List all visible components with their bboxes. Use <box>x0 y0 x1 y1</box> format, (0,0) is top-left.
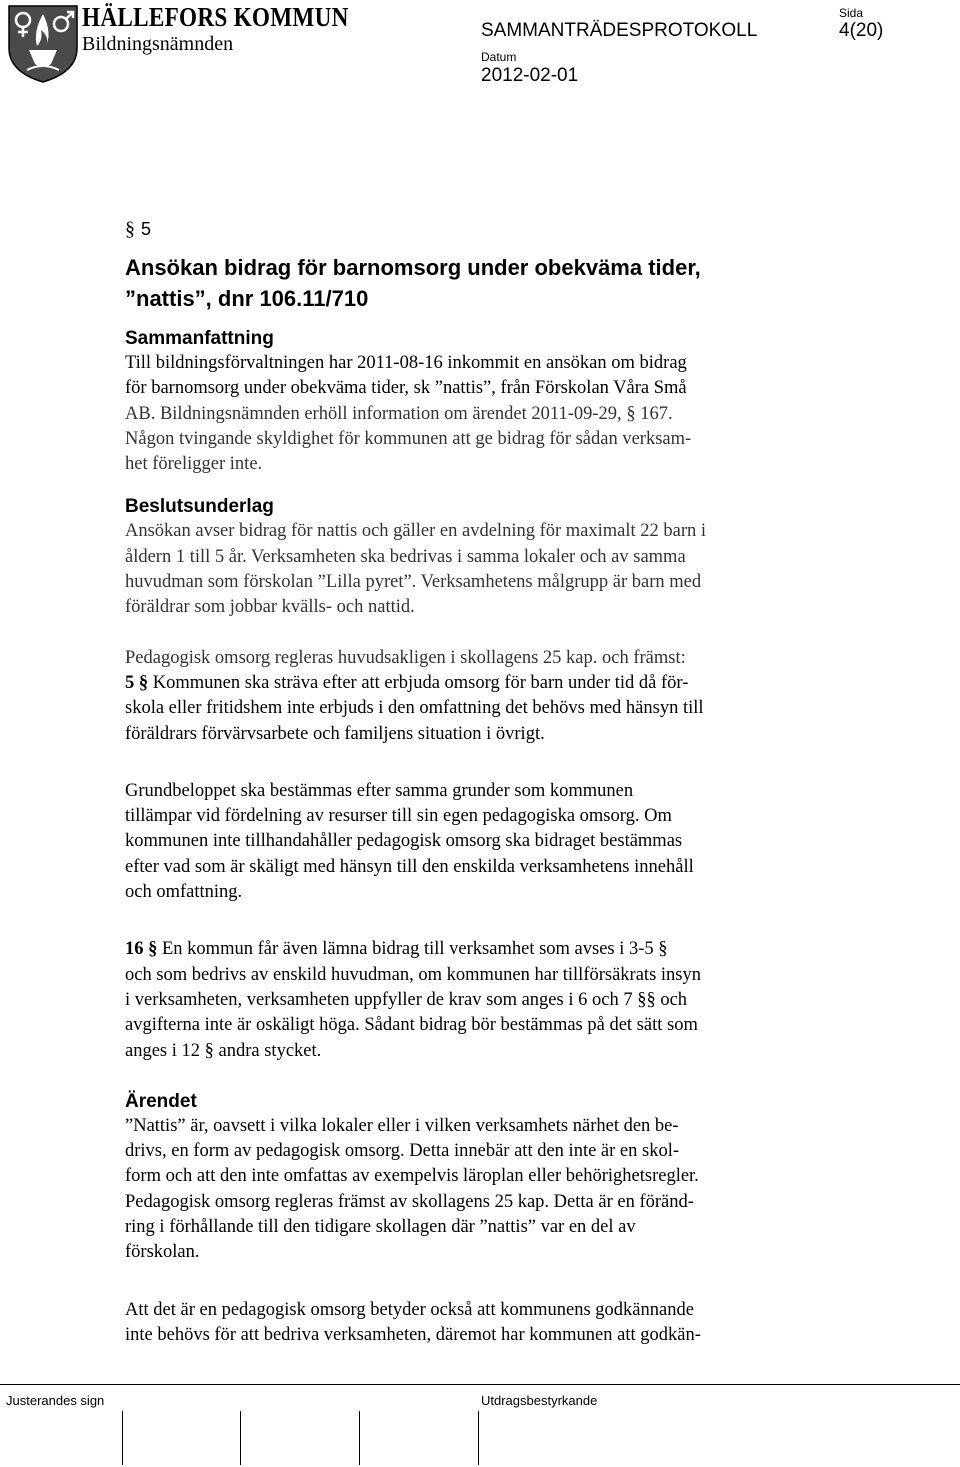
section-sign-icon: § <box>148 939 158 960</box>
arendet-text-1: ”Nattis” är, oavsett i vilka lokaler eller i vilken verksamhets närhet den be- drivs, en form av pedagogisk omsorg. Detta innebär att den inte är en skol- form och att den inte omfattas av exempelvis läroplan eller behörighetsregler. Pedagogisk omsorg regleras främst av skollagens 25 kap. Detta är en föränd- ring i förhållande till den tidigare skollagen där ”nattis” var en del av förskolan. <box>125 1115 699 1263</box>
page-number: 4(20) <box>839 20 884 41</box>
signature-footer <box>0 1384 960 1467</box>
meeting-date: 2012-02-01 <box>481 65 579 86</box>
organization-department: Bildningsnämnden <box>82 33 234 55</box>
sammanfattning-text: Till bildningsförvaltningen har 2011-08-16 inkommit en ansökan om bidrag för barnomsorg under obekväma tider, sk ”nattis”, från Förskolan Våra Små AB. Bildningsnämnden erhöll information om ärendet 2011-09-29, § 167. Någon tvingande skyldighet för kommunen att ge bidrag för sådan verksam- het föreligger inte. <box>125 353 692 475</box>
section-sign-icon: § <box>626 403 636 424</box>
beslutsunderlag-text-2: Pedagogisk omsorg regleras huvudsakligen i skollagens 25 kap. och främst: 5 § Kommunen ska sträva efter att erbjuda omsorg för barn under tid då för- skola eller fritidshem inte erbjuds i den omfattning det behövs med hänsyn till föräldrars förvärvsarbete och familjens situation i övrigt. <box>125 647 704 744</box>
page-label: Sida <box>839 6 864 20</box>
arendet-text-2: Att det är en pedagogisk omsorg betyder också att kommunens godkännande inte behövs för att bedriva verksamheten, däremot har kommunen att godkän- <box>125 1299 701 1345</box>
municipal-coat-of-arms <box>7 4 79 84</box>
heading-beslutsunderlag: Beslutsunderlag <box>125 496 274 518</box>
section-sign-icon: § <box>658 939 668 960</box>
signature-box-divider <box>478 1411 479 1465</box>
section-sign-icon: §§ <box>637 989 656 1010</box>
section-sign-icon: § <box>204 1040 214 1061</box>
date-label: Datum <box>481 50 517 64</box>
paragraph-title: Ansökan bidrag för barnomsorg under obekväma tider, ”nattis”, dnr 106.11/710 <box>125 255 701 311</box>
utdragsbestyrkande-label: Utdragsbestyrkande <box>481 1393 598 1408</box>
section-sign-icon: § <box>125 218 135 240</box>
heading-arendet: Ärendet <box>125 1090 197 1112</box>
justerandes-sign-label: Justerandes sign <box>6 1393 105 1408</box>
signature-box-divider <box>359 1411 360 1465</box>
signature-box-divider <box>240 1411 241 1465</box>
protocol-body <box>125 218 825 1348</box>
paragraph-number: § 5 <box>125 218 152 240</box>
section-sign-icon: § <box>138 672 149 693</box>
document-type: SAMMANTRÄDESPROTOKOLL <box>481 20 758 41</box>
signature-box-divider <box>122 1411 123 1465</box>
beslutsunderlag-text-3: Grundbeloppet ska bestämmas efter samma grunder som kommunen tillämpar vid fördelning av resurser till sin egen pedagogiska omsorg. Om kommunen inte tillhandahåller pedagogisk omsorg ska bidraget bestämmas efter vad som är skäligt med hänsyn till den enskilda verksamhetens innehåll och omfattning. <box>125 780 694 903</box>
organization-name: HÄLLEFORS KOMMUN <box>82 2 349 32</box>
beslutsunderlag-text-1: Ansökan avser bidrag för nattis och gäller en avdelning för maximalt 22 barn i åldern 1 till 5 år. Verksamheten ska bedrivas i samma lokaler och av samma huvudman som förskolan ”Lilla pyret”. Verksamhetens målgrupp är barn med föräldrar som jobbar kvälls- och nattid. <box>125 521 707 618</box>
heading-sammanfattning: Sammanfattning <box>125 328 274 349</box>
beslutsunderlag-text-4: 16 § En kommun får även lämna bidrag till verksamhet som avses i 3-5 § och som bedrivs av enskild huvudman, om kommunen har tillförsäkrats insyn i verksamheten, verksamheten uppfyller de krav som anges i 6 och 7 §§ och avgifterna inte är oskäligt höga. Sådant bidrag bör bestämmas på det sätt som anges i 12 § andra stycket. <box>125 939 701 1061</box>
